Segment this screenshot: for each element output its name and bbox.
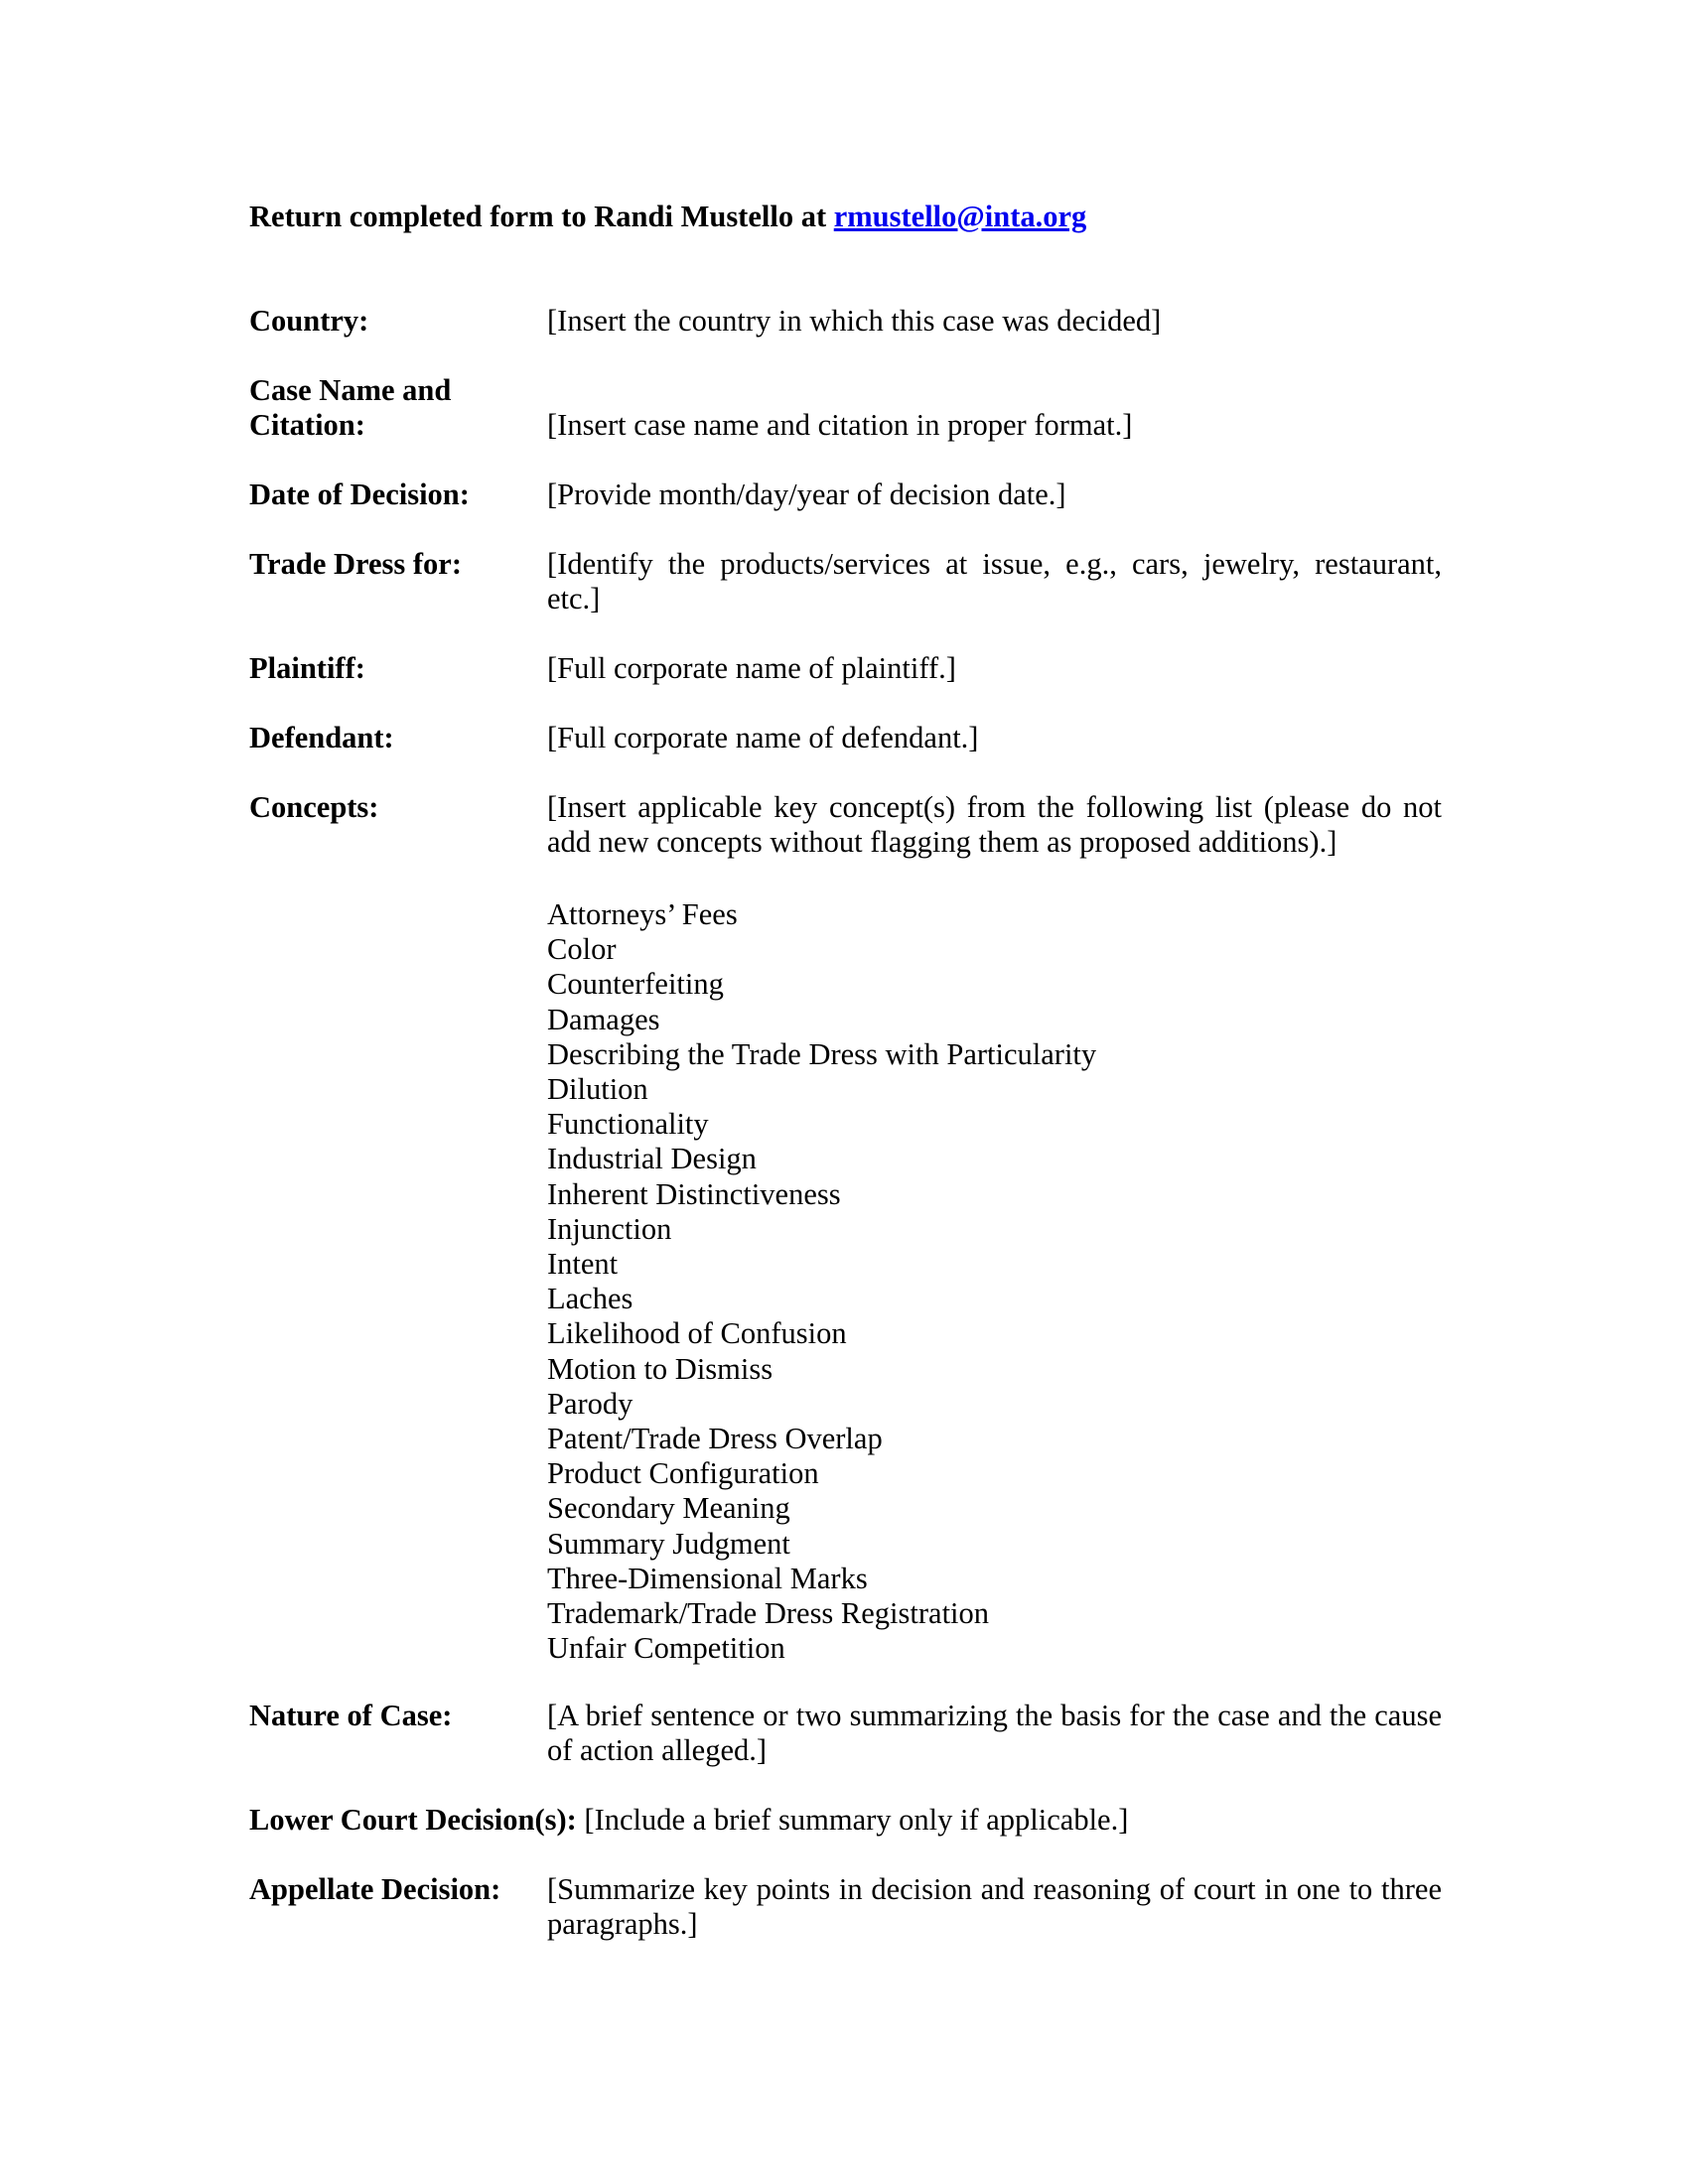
appellate-label: Appellate Decision: [249, 1872, 501, 1906]
concept-item: Motion to Dismiss [547, 1351, 774, 1386]
concept-item: Trademark/Trade Dress Registration [547, 1596, 990, 1631]
defendant-value: [Full corporate name of defendant.] [547, 721, 979, 754]
lower-court-value: [Include a brief summary only if applicable.] [584, 1803, 1129, 1837]
lower-court-label: Lower Court Decision(s): [249, 1803, 577, 1837]
concept-item: Likelihood of Confusion [547, 1316, 847, 1351]
nature-value: [A brief sentence or two summarizing the basis for the case and the cause of action alleged.] [547, 1699, 1442, 1767]
plaintiff-label: Plaintiff: [249, 651, 365, 685]
defendant-label: Defendant: [249, 721, 394, 754]
concept-item: Parody [547, 1386, 633, 1421]
concept-item: Product Configuration [547, 1456, 819, 1491]
return-text: Return completed form to Randi Mustello at [249, 200, 834, 233]
concept-item: Injunction [547, 1211, 672, 1246]
plaintiff-value: [Full corporate name of plaintiff.] [547, 651, 956, 685]
concepts-label: Concepts: [249, 790, 379, 824]
date-label: Date of Decision: [249, 478, 470, 511]
concept-item: Counterfeiting [547, 967, 724, 1002]
nature-label: Nature of Case: [249, 1699, 453, 1732]
concept-item: Three-Dimensional Marks [547, 1561, 868, 1595]
concept-item: Secondary Meaning [547, 1491, 790, 1526]
concept-item: Color [547, 932, 617, 967]
concept-item: Unfair Competition [547, 1631, 785, 1666]
email-link[interactable]: rmustello@inta.org [833, 200, 1087, 233]
concept-item: Functionality [547, 1107, 709, 1142]
case-name-value: [Insert case name and citation in proper format.] [547, 408, 1133, 442]
concept-item: Damages [547, 1002, 660, 1036]
concept-item: Dilution [547, 1072, 648, 1107]
concept-item: Intent [547, 1247, 619, 1282]
concept-item: Industrial Design [547, 1142, 757, 1176]
date-value: [Provide month/day/year of decision date.] [547, 478, 1066, 511]
concepts-list [547, 897, 1096, 1666]
concept-item: Describing the Trade Dress with Particularity [547, 1036, 1097, 1071]
trade-dress-label: Trade Dress for: [249, 547, 463, 581]
appellate-value: [Summarize key points in decision and reasoning of court in one to three paragraphs.] [547, 1872, 1442, 1941]
concepts-instruction: [Insert applicable key concept(s) from the following list (please do not add new concepts without flagging them as proposed additions).] [547, 790, 1442, 859]
return-instruction [249, 200, 1086, 234]
country-label: Country: [249, 304, 369, 338]
case-name-label-line1: Case Name and [249, 373, 452, 407]
trade-dress-value: [Identify the products/services at issue, e.g., cars, jewelry, restaurant, etc.] [547, 547, 1442, 615]
concept-item: Patent/Trade Dress Overlap [547, 1422, 883, 1456]
concept-item: Summary Judgment [547, 1526, 790, 1561]
case-name-label-line2: Citation: [249, 408, 365, 442]
country-value: [Insert the country in which this case was decided] [547, 304, 1162, 338]
concept-item: Attorneys’ Fees [547, 897, 738, 931]
concept-item: Inherent Distinctiveness [547, 1176, 841, 1211]
lower-court-row [249, 1803, 1128, 1838]
concept-item: Laches [547, 1282, 633, 1316]
